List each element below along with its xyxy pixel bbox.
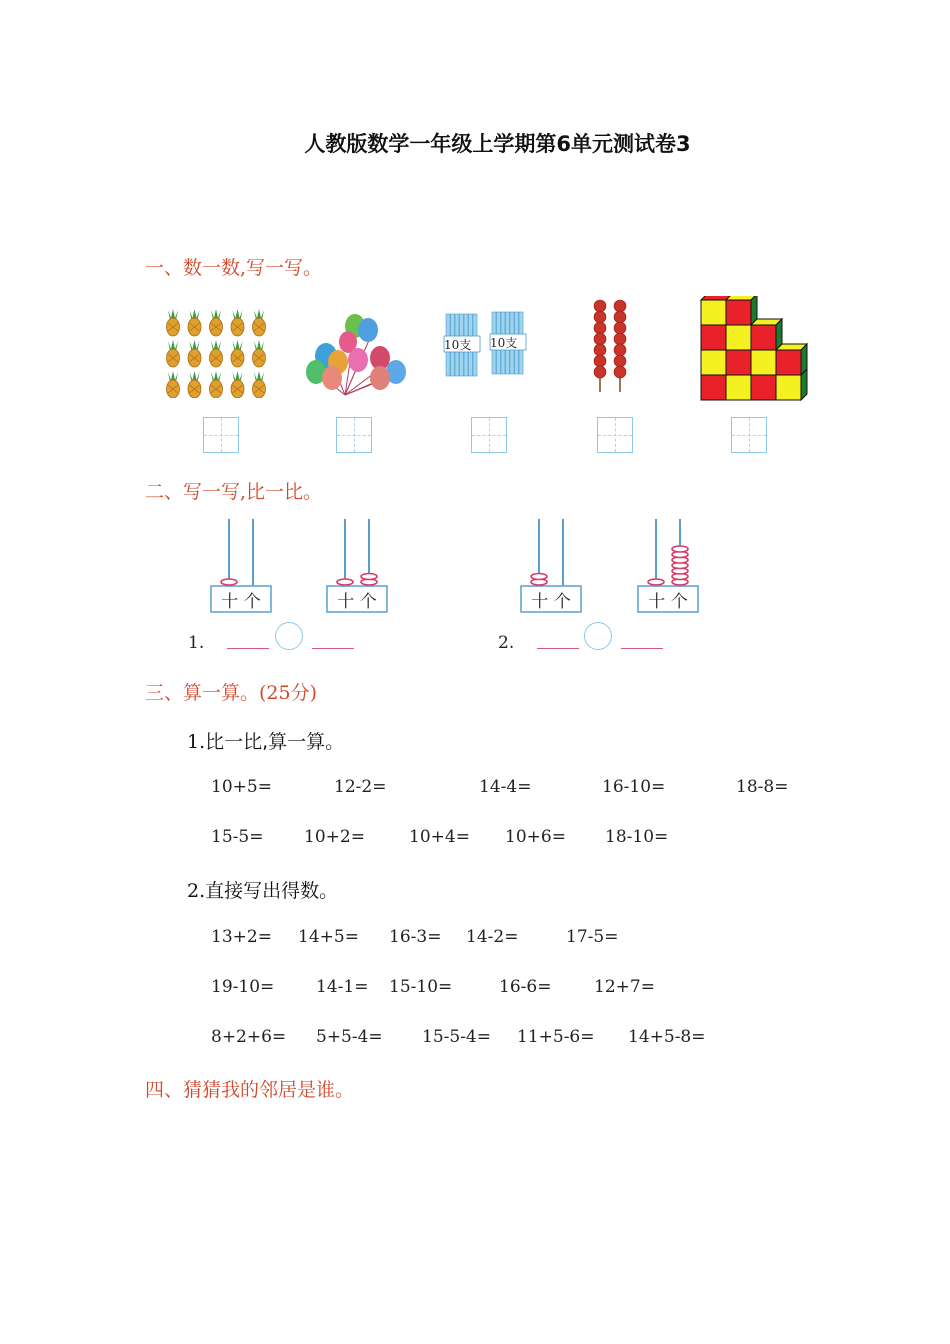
equation: 12+7= (594, 977, 655, 997)
compare-question-1-number: 1. (188, 633, 205, 653)
cube (701, 325, 726, 350)
equation: 14+5-8= (628, 1027, 706, 1047)
bundle-label-1: 10支 (444, 338, 472, 352)
balloon-icon (300, 310, 415, 402)
cube (776, 344, 807, 375)
equation: 19-10= (211, 977, 275, 997)
subquestion-2-text: 直接写出得数。 (205, 880, 339, 902)
pineapple (210, 371, 223, 398)
answer-box-4[interactable] (597, 417, 633, 453)
cube (751, 350, 776, 375)
pineapple (210, 309, 223, 336)
blank-1a[interactable] (227, 648, 269, 649)
cube (726, 350, 751, 375)
pineapple-icon (162, 304, 272, 398)
cube (751, 319, 782, 350)
equation: 14-4= (479, 777, 532, 797)
compare-circle-1[interactable] (275, 622, 303, 650)
cube-stack-icon (697, 296, 809, 406)
equation: 16-6= (499, 977, 552, 997)
subquestion-1-text: 比一比,算一算。 (205, 731, 345, 753)
subquestion-2 (187, 876, 338, 903)
abacus-bead (672, 546, 688, 552)
pineapple (188, 309, 201, 336)
equation: 13+2= (211, 927, 272, 947)
candied-haw-stick (594, 300, 606, 392)
equation: 18-8= (736, 777, 789, 797)
compare-question-2-number: 2. (498, 633, 515, 653)
answer-box-5[interactable] (731, 417, 767, 453)
abacus-bead (221, 579, 237, 585)
abacus-label-3: 十 个 (531, 592, 571, 612)
pineapple (188, 340, 201, 367)
section-4-heading: 四、猜猜我的邻居是谁。 (145, 1079, 355, 1101)
blank-1b[interactable] (312, 648, 354, 649)
pineapple (167, 371, 180, 398)
equation: 10+6= (505, 827, 566, 847)
subquestion-2-number: 2. (187, 880, 206, 902)
section-2-heading: 二、写一写,比一比。 (145, 481, 323, 503)
equation: 14-1= (316, 977, 369, 997)
compare-circle-2[interactable] (584, 622, 612, 650)
answer-box-1[interactable] (203, 417, 239, 453)
pineapple (188, 371, 201, 398)
equation: 18-10= (605, 827, 669, 847)
pineapple (253, 371, 266, 398)
pineapple (231, 340, 244, 367)
bundle-label-2: 10支 (490, 336, 518, 350)
subquestion-1 (187, 727, 344, 754)
cube (701, 350, 726, 375)
section-3-heading: 三、算一算。(25分) (145, 682, 318, 704)
equation: 17-5= (566, 927, 619, 947)
page-title: 人教版数学一年级上学期第6单元测试卷3 (304, 132, 691, 156)
pineapple (210, 340, 223, 367)
subquestion-1-number: 1. (187, 731, 206, 753)
equation: 11+5-6= (517, 1027, 595, 1047)
section-1-heading: 一、数一数,写一写。 (145, 257, 323, 279)
abacus-bead (531, 574, 547, 580)
answer-box-3[interactable] (471, 417, 507, 453)
cube (726, 325, 751, 350)
equation: 8+2+6= (211, 1027, 287, 1047)
cube (726, 296, 757, 325)
equation: 10+4= (409, 827, 470, 847)
abacus-bead (648, 579, 664, 585)
abacus-bead (337, 579, 353, 585)
abacus-label-4: 十 个 (648, 592, 688, 612)
equation: 14+5= (298, 927, 359, 947)
equation: 12-2= (334, 777, 387, 797)
pineapple (231, 371, 244, 398)
cube (726, 375, 751, 400)
blank-2a[interactable] (537, 648, 579, 649)
equation: 16-3= (389, 927, 442, 947)
equation: 16-10= (602, 777, 666, 797)
cube (701, 375, 726, 400)
pineapple (167, 309, 180, 336)
pineapple (253, 309, 266, 336)
abacus-label-2: 十 个 (337, 592, 377, 612)
pineapple (167, 340, 180, 367)
equation: 15-10= (389, 977, 453, 997)
equation: 5+5-4= (316, 1027, 383, 1047)
pineapple (231, 309, 244, 336)
candied-haw-stick (614, 300, 626, 392)
equation: 14-2= (466, 927, 519, 947)
pineapple (253, 340, 266, 367)
abacus-bead (361, 574, 377, 580)
equation: 15-5-4= (422, 1027, 491, 1047)
cube (751, 375, 776, 400)
blank-2b[interactable] (621, 648, 663, 649)
candied-haw-icon (588, 298, 636, 394)
equation: 10+2= (304, 827, 365, 847)
abacus-label-1: 十 个 (221, 592, 261, 612)
answer-box-2[interactable] (336, 417, 372, 453)
equation: 10+5= (211, 777, 272, 797)
equation: 15-5= (211, 827, 264, 847)
